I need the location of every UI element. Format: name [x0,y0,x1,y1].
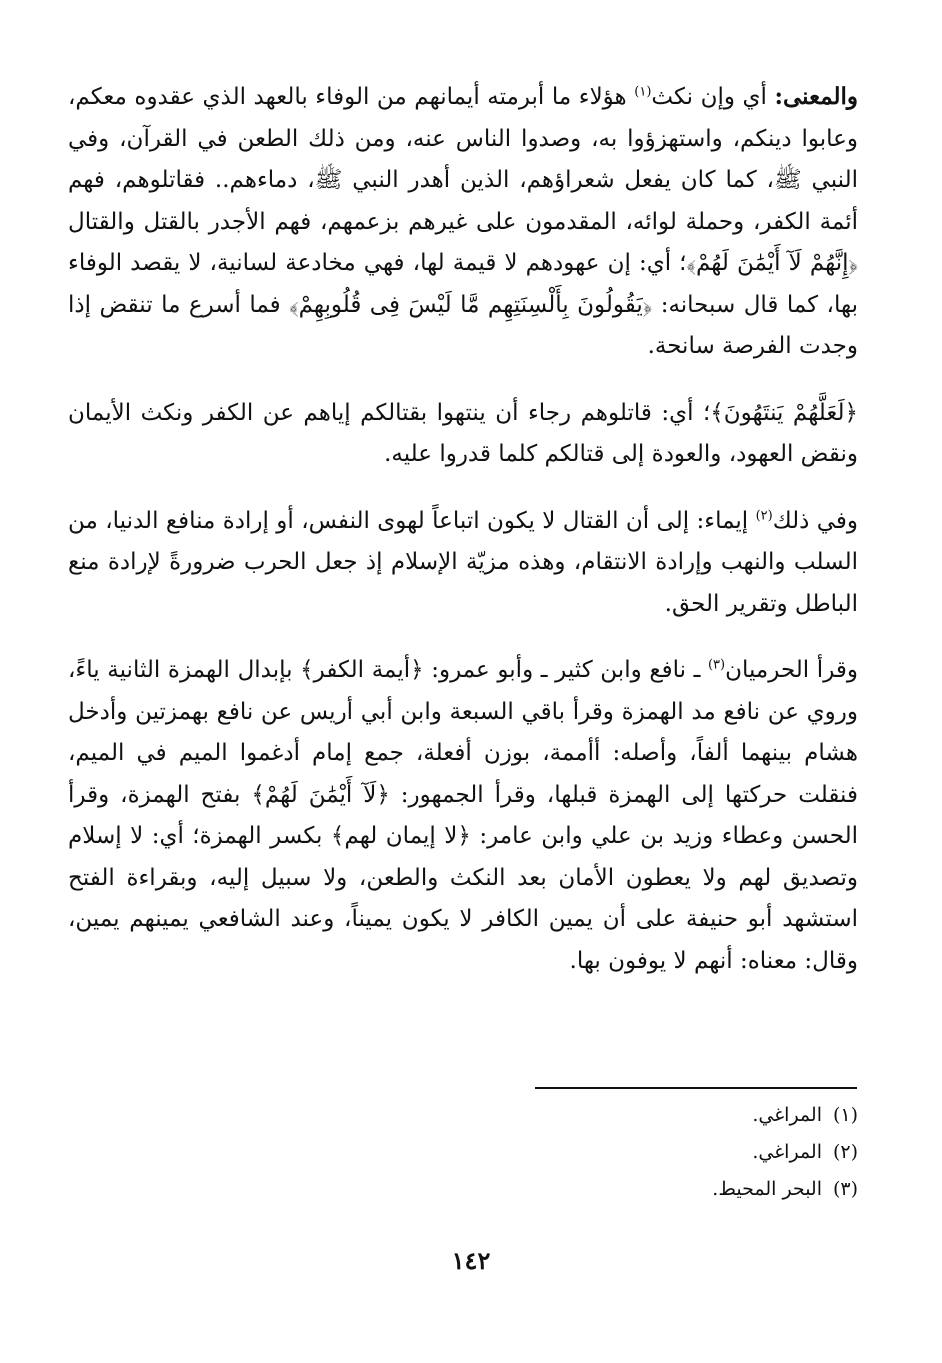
text-run: بكسر الهمزة؛ أي: لا إسلام وتصديق لهم ولا يعطون الأمان بعد النكث والطعن، ولا سبيل إليه، وبقراءة الفتح استشهد أبو حنيفة على أن يمين الكافر لا يكون يميناً، وعند الشافعي يمينهم يمين، وقال: معناه: أنهم لا يوفون بها. [68,823,858,974]
text-run: أي وإن نكث [651,84,775,110]
footnote-item [438,1137,858,1168]
text-run: ـ نافع وابن كثير ـ وأبو عمرو: [423,657,708,683]
text-run: وقرأ الحرميان [725,657,858,683]
footnote-ref-1[interactable]: (١) [634,84,652,100]
footnote-number: (٣) [832,1178,858,1200]
paragraph-meaning [68,76,858,368]
text-run: وفي ذلك [772,507,858,534]
footnotes-list [438,1100,858,1211]
footnote-divider [535,1087,857,1089]
footnote-item [438,1174,858,1205]
footnote-text: المراغي. [752,1141,822,1163]
quran-quote: ﴿لا إيمان لهم﴾ [330,823,471,849]
quran-quote: ﴿لَعَلَّهُمْ يَنتَهُونَ﴾ [710,399,858,426]
paragraph-laallahum [68,393,858,476]
footnote-item [438,1100,858,1131]
quran-quote: ﴿لَآ أَيْمَٰنَ لَهُمْ﴾ [251,781,390,808]
text-run: إيماء: إلى أن القتال لا يكون اتباعاً لهوى النفس، أو إرادة منافع الدنيا، من السلب والنهب وإرادة الانتقام، وهذه مزيّة الإسلام إذ جعل الحرب ضرورةً لإرادة منع الباطل وتقرير الحق. [68,507,858,617]
text-run: بإبدال الهمزة الثانية ياءً، وروي عن نافع مد الهمزة وقرأ باقي السبعة وابن أبي أريس عن نافع بهمزتين وأدخل هشام بينهما ألفاً، وأصله: أأممة، بوزن أفعلة، جمع إمام أدغموا الميم في الميم، فنقلت حركتها إلى الهمزة قبلها، وقرأ الجمهور: [68,657,858,808]
quran-quote: ﴿إِنَّهُمْ لَآ أَيْمَٰنَ لَهُمْ﴾ [686,250,858,276]
footnote-number: (٢) [832,1141,858,1163]
text-run: هؤلاء ما أبرمته أيمانهم من الوفاء بالعهد الذي عقدوه معكم، وعابوا دينكم، واستهزؤوا به، وصدوا الناس عنه، ومن ذلك الطعن في القرآن، وفي النبي ﷺ، كما كان يفعل شعراؤهم، الذين أهدر النبي ﷺ، دماءهم.. فقاتلوهم، فهم أئمة الكفر، وحملة لوائه، المقدمون على غيرهم بزعمهم، فهم الأجدر بالقتل والقتال [68,84,858,235]
footnote-text: البحر المحيط. [712,1178,822,1200]
footnote-ref-3[interactable]: (٣) [707,657,726,673]
quran-quote: ﴿يَقُولُونَ بِأَلْسِنَتِهِم مَّا لَيْسَ فِى قُلُوبِهِمْ﴾ [289,291,653,318]
text-run: ؛ أي: قاتلوهم رجاء أن ينتهوا بقتالكم إياهم عن الكفر ونكث الأيمان ونقض العهود، والعودة إلى قتالكم كلما قدروا عليه. [68,399,858,467]
text-run: بفتح الهمزة، وقرأ الحسن وعطاء وزيد بن علي وابن عامر: [68,781,858,849]
main-text [68,76,858,982]
page-number: ١٤٢ [451,1246,491,1275]
footnote-text: المراغي. [752,1104,822,1126]
paragraph-qiraat [68,650,858,982]
text-run: ؛ أي: إن عهودهم لا قيمة لها، فهي مخادعة لسانية، لا يقصد الوفاء بها، كما قال سبحانه: [68,250,858,318]
paragraph-imaa [68,501,858,626]
text-run: فما أسرع ما تنقض إذا وجدت الفرصة سانحة. [68,291,858,359]
quran-quote: ﴿أيمة الكفر﴾ [300,657,424,683]
footnote-ref-2[interactable]: (٢) [755,507,773,523]
footnote-number: (١) [832,1104,858,1126]
lead-word: والمعنى: [774,83,858,110]
